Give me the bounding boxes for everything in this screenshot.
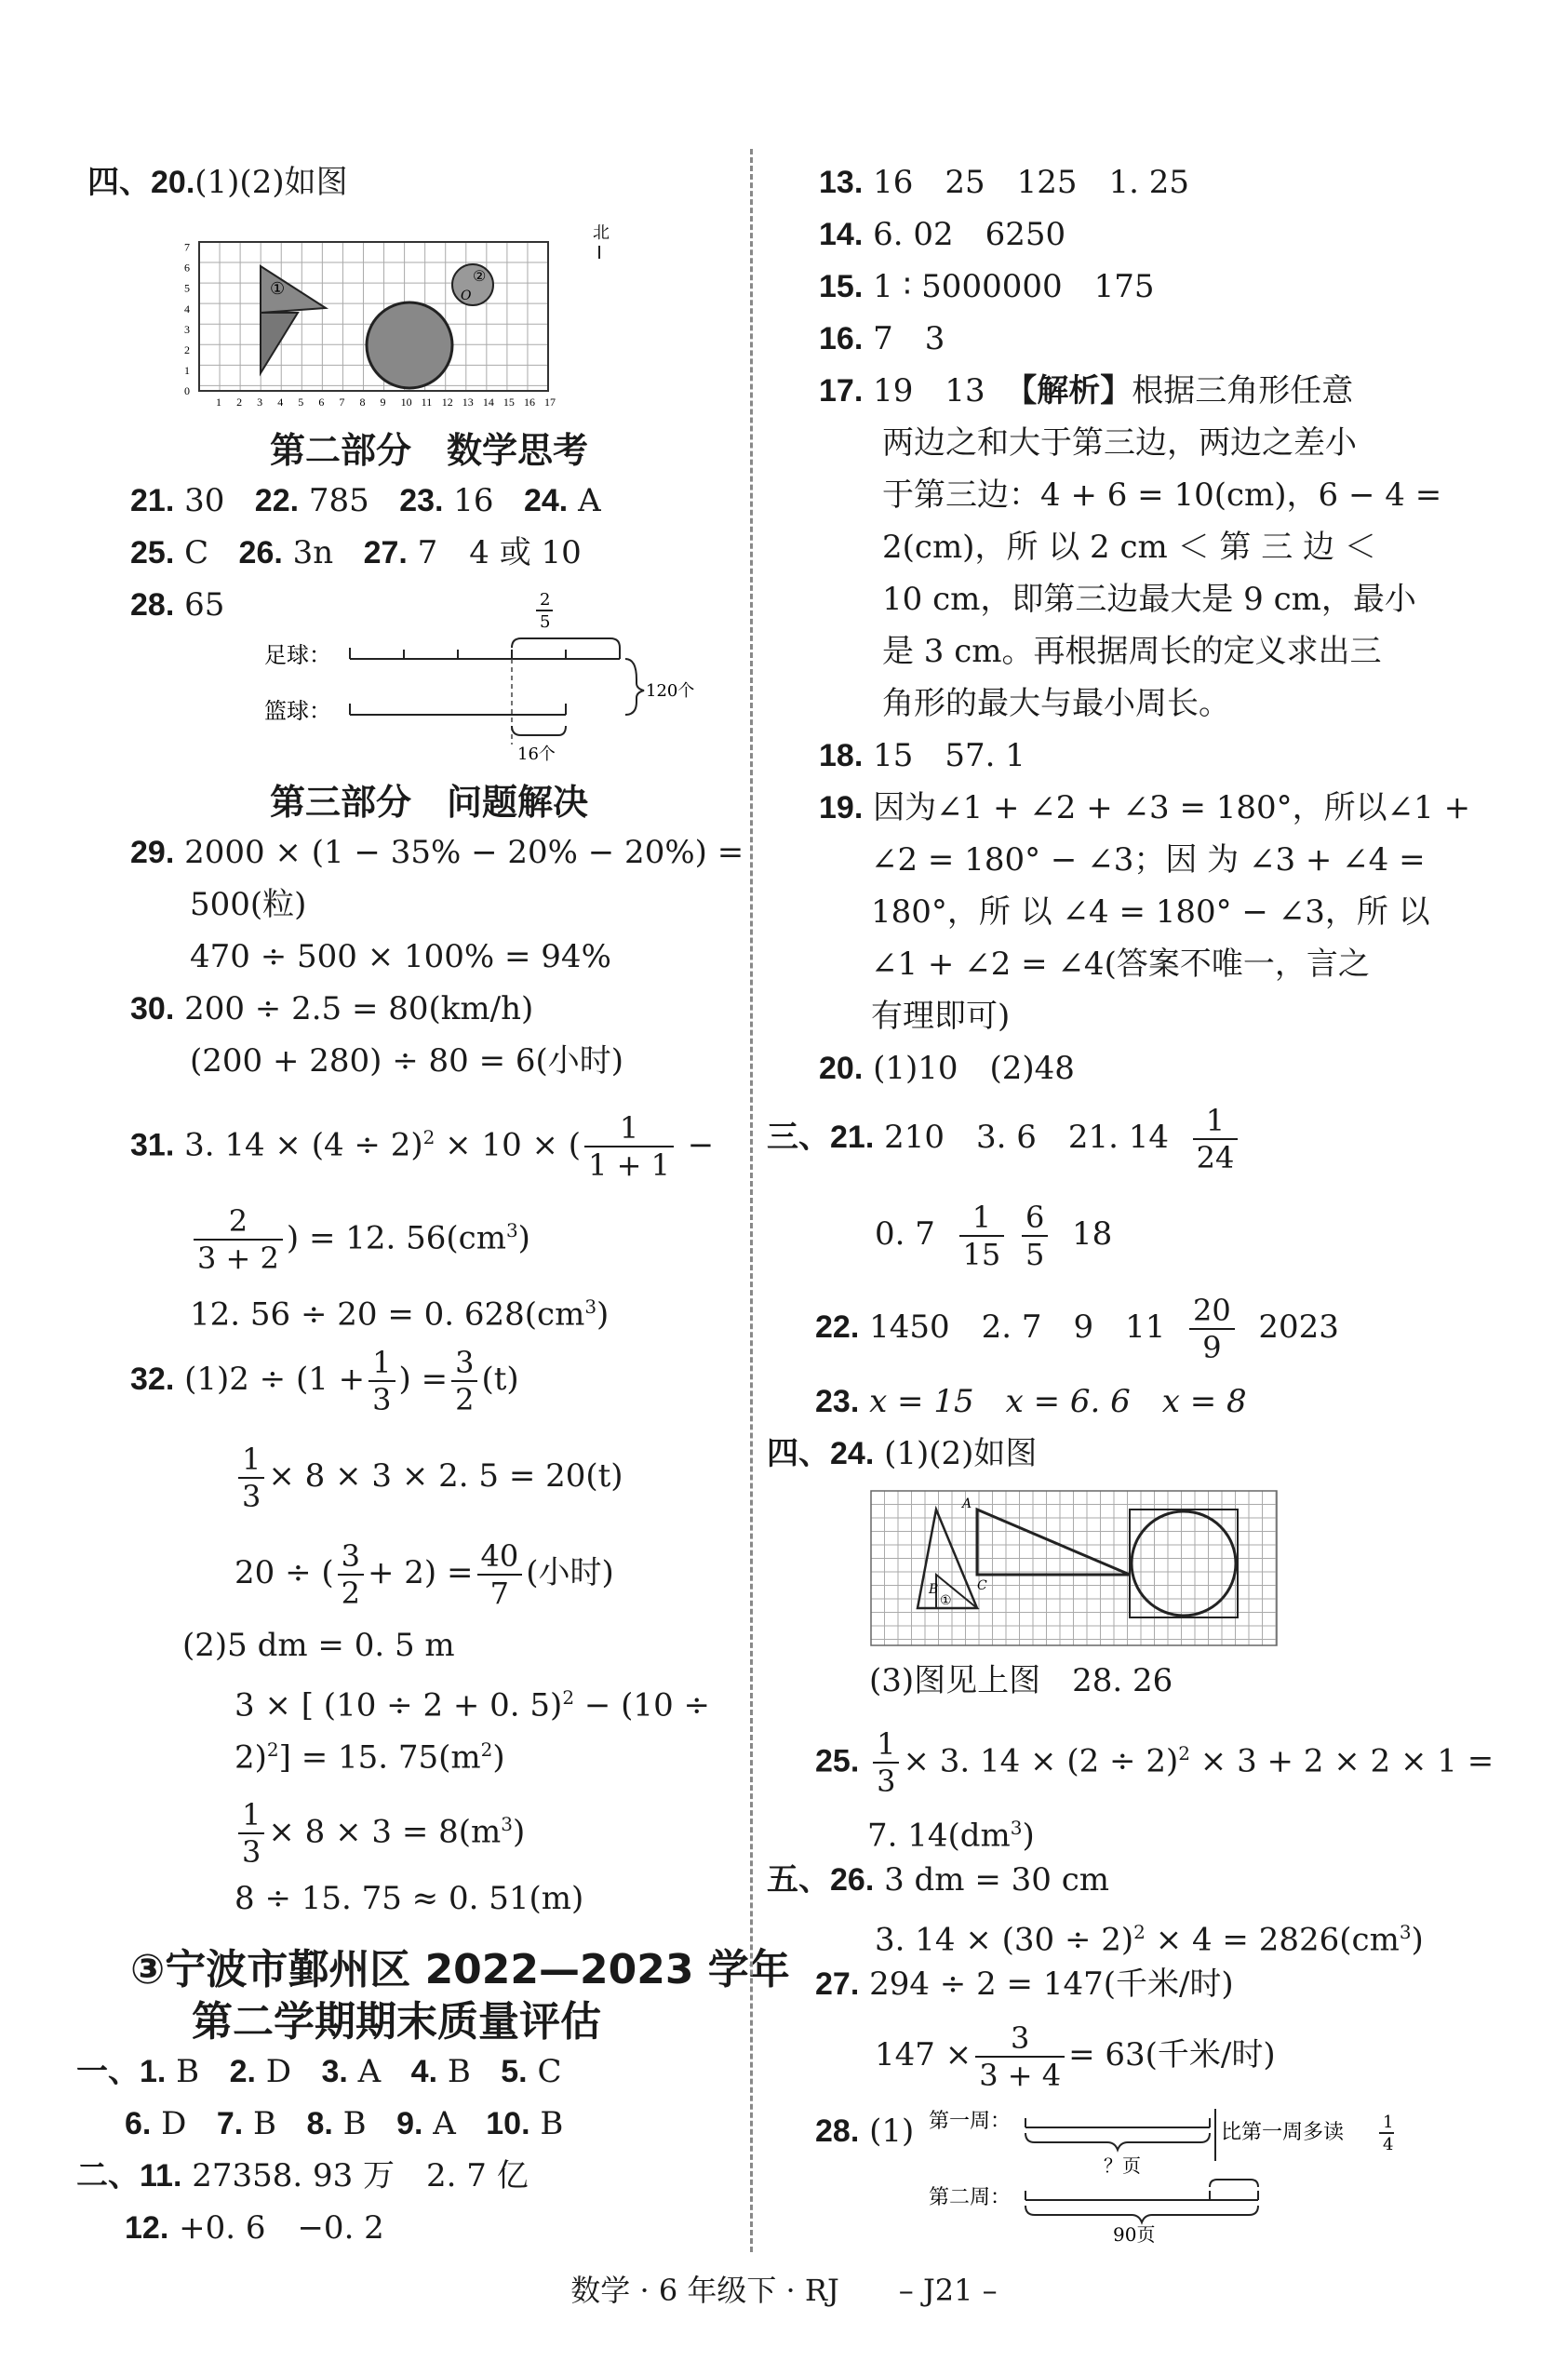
total-label: 120个 [646,681,695,701]
x-tick-label: 8 [359,396,366,409]
q31-l1: 31. 3. $14 \times (4 \div 2)^2 \times 10$ × ( $\frac{1}{1 + 1}$ − [130,1110,715,1184]
q17-l5: 10 cm，即第三边最大是 9 cm，最小 [882,581,1416,618]
q19-l3: 180°，所 以 ∠4 = 180° − ∠3，所 以 [871,893,1430,931]
q23: 23. x = 15 x = 6. 6 x = 8 [815,1383,1247,1420]
q32-l5: 3 × [ (10 ÷ 2 + 0. 5)$^2$ − (10 ÷ [235,1686,710,1724]
q17-l3: 于第三边：4 + 6 = 10(cm)，6 − 4 = [882,476,1442,514]
x-tick-label: 5 [298,396,304,409]
label-c: C [977,1578,987,1593]
x-tick-label: 10 [400,396,412,409]
q22: 22. 1450 2. 7 9 11 $\frac{20}{9}$ 2023 [815,1293,1339,1365]
y-tick-label: 7 [184,240,190,254]
x-tick-label: 12 [441,396,453,409]
q30-l2: (200 + 280) ÷ 80 = 6(小时) [190,1042,624,1080]
y-tick-label: 6 [184,261,190,275]
x-tick-label: 13 [462,396,474,409]
q19-l5: 有理即可) [871,998,1011,1035]
football-label: 足球： [264,642,331,668]
y-tick-label: 5 [184,281,190,295]
north-label: 北 [593,223,610,243]
q21-l2: 0. 7 $\frac{1}{15}$ $\frac{6}{5}$ 18 [875,1200,1113,1272]
x-tick-label: 9 [380,396,386,409]
q30-l1: 30. 200 ÷ 2.5 = 80(km/h) [130,990,534,1027]
q32-l6: 2)$^2$] = 15. $75(m^2)$ [235,1738,505,1777]
q19-l1: 19. 因为∠1 + ∠2 + ∠3 = 180°，所以∠1 + [819,789,1471,826]
q28: 28. 65 [130,586,225,624]
week1-label: 第一周： [929,2110,1012,2133]
big-triangle [977,1510,1130,1575]
q12: 12. +0. 6 −0. 2 [125,2209,384,2247]
q25-27: 25. C 26. 3n 27. 7 4 或 10 [130,534,582,571]
basketball-label: 篮球： [264,698,331,724]
brace-bottom [512,726,566,735]
q15: 15. 1 ∶ 5000000 175 [819,268,1155,305]
brace-top [512,638,620,648]
week2-label: 第二周： [929,2186,1012,2209]
y-tick-label: 3 [184,322,190,336]
analysis-tag: 【解析】 [1005,372,1132,409]
grid-figure-24 [869,1489,1279,1647]
q17-l6: 是 3 cm。再根据周长的定义求出三 [882,633,1382,670]
q20r: 20. (1)10 (2)48 [819,1050,1075,1087]
x-tick-label: 6 [318,396,325,409]
label-2: ② [473,267,487,285]
q25-l2: 7. $14(dm^3)$ [867,1817,1035,1855]
q32-l8: 8 ÷ 15. 75 ≈ 0. 51(m) [235,1880,584,1917]
q24: 四、24. (1)(2)如图 [767,1435,1038,1472]
label-b: B [929,1582,939,1597]
q27-l2: 147 × $\frac{3}{3 + 4}$ = 63(千米/时) [875,2020,1276,2093]
q11: 二、11. 27358. 93 万 2. 7 亿 [76,2157,529,2194]
q32-l4: (2)5 dm = 0. 5 m [182,1627,455,1664]
triangle-2 [261,313,298,373]
q20: 四、20.(1)(2)如图 [87,164,348,201]
q21-l1: 三、21. 210 3. 6 21. 14 $\frac{1}{24}$ [767,1098,1241,1176]
x-tick-label: 2 [236,396,243,409]
more-label: 比第一周多读 [1221,2121,1345,2144]
q32-l2: $\frac{1}{3}$ × 8 × 3 × 2. 5 = 20(t) [235,1437,623,1515]
q29-l1: 29. 2000 × (1 − 35% − 20% − 20%) = [130,834,744,871]
fraction: $\frac{2}{3 + 2}$ [194,1203,283,1276]
label-a: A [962,1496,972,1511]
q32-l3: 20 ÷ ( $\frac{3}{2}$ + 2) = $\frac{40}{7}$ (小时) [235,1538,614,1611]
q16: 16. 7 3 [819,320,945,357]
q31-l3: 12. 56 ÷ 20 = 0. $628(cm^3)$ [190,1295,610,1334]
q17-l4: 2(cm)，所 以 2 cm ＜ 第 三 边 ＜ [882,529,1376,566]
section1-row2: 6. D 7. B 8. B 9. A 10. B [125,2105,564,2142]
fraction: $\frac{1}{1 + 1}$ [584,1110,674,1183]
x-tick-label: 15 [503,396,515,409]
q28r: 28. (1) [815,2113,915,2150]
q18: 18. 15 57. 1 [819,737,1025,774]
circle-big [367,302,452,388]
label-1: ① [270,279,286,299]
q21-24: 21. 30 22. 785 23. 16 24. A [130,482,601,519]
segment-diagram-28 [261,586,707,772]
x-tick-label: 11 [421,396,433,409]
label-one: ① [940,1593,952,1608]
q32-l7: $\frac{1}{3}$ × $8 \times 3 = 8(m^3)$ [235,1785,525,1871]
page-footer: 数学 · 6 年级下 · RJ – J21 – [570,2273,998,2308]
column-divider [750,149,753,2252]
q26-l2: 3. $14 \times (30 \div 2)^2 \times 4 = 2826(cm^3)$ [875,1921,1424,1959]
q29-l3: 470 ÷ 500 × 100% = 94% [190,938,611,975]
y-tick-label: 2 [184,342,190,356]
q13: 13. 16 25 125 1. 25 [819,164,1190,201]
exam-title-2: 第二学期期末质量评估 [192,1998,601,2046]
q19-l2: ∠2 = 180° − ∠3；因 为 ∠3 + ∠4 = [871,841,1426,879]
q17-l7: 角形的最大与最小周长。 [882,685,1230,722]
frac-denominator: 5 [540,612,551,632]
q17-l0: 17. 19 13 【解析】根据三角形任意 [819,372,1354,409]
frac-numerator: 2 [540,590,551,610]
diff-label: 16个 [517,745,556,764]
q19-l4: ∠1 + ∠2 = ∠4(答案不唯一，言之 [871,946,1370,983]
y-tick-label: 1 [184,363,190,377]
q27-l1: 27. 294 ÷ 2 = 147(千米/时) [815,1966,1234,2003]
q31-l2: $\frac{2}{3 + 2}$ ) = 12. $56(cm^3)$ [190,1191,530,1277]
grid-figure-20 [177,220,614,415]
brace-week1 [1025,2133,1210,2150]
section1-row1: 一、1. B 2. D 3. A 4. B 5. C [76,2053,562,2090]
brace-week2 [1025,2206,1258,2222]
q32-l1: 32. (1)2 ÷ (1 + $\frac{1}{3}$ ) = $\frac{3}{2}$ (t) [130,1345,519,1417]
label-o: O [461,288,472,303]
q24-l3: (3)图见上图 28. 26 [869,1662,1173,1699]
x-tick-label: 4 [277,396,284,409]
circle [1132,1511,1236,1616]
q25-l1: 25. $\frac{1}{3}$ × 3. $14 \times (2 \div 2)^2 \times 3 + 2 \times 2 \times 1$ = [815,1726,1494,1800]
q17-l2: 两边之和大于第三边，两边之差小 [882,424,1357,462]
part3-heading: 第三部分 问题解决 [270,782,589,823]
y-tick-label: 0 [184,384,190,397]
q14: 14. 6. 02 6250 [819,216,1066,253]
part2-heading: 第二部分 数学思考 [270,430,589,471]
x-tick-label: 14 [482,396,494,409]
x-tick-label: 16 [523,396,535,409]
q26-l1: 五、26. 3 dm = 30 cm [767,1861,1109,1899]
total-label: 90页 [1113,2223,1156,2245]
x-tick-label: 17 [544,396,556,409]
q29-l2: 500(粒) [190,886,307,923]
frac-numerator: 1 [1383,2113,1394,2132]
exam-title-1: ③宁波市鄞州区 2022—2023 学年 [130,1946,790,1993]
brace-extra [1210,2180,1258,2187]
x-tick-label: 1 [216,396,222,409]
frac-denominator: 4 [1383,2135,1394,2154]
y-tick-label: 4 [184,302,190,315]
brace-right [625,659,644,715]
x-tick-label: 3 [257,396,263,409]
unknown-label: ？页 [1104,2154,1141,2177]
x-tick-label: 7 [339,396,345,409]
segment-diagram-28-right [921,2105,1414,2245]
